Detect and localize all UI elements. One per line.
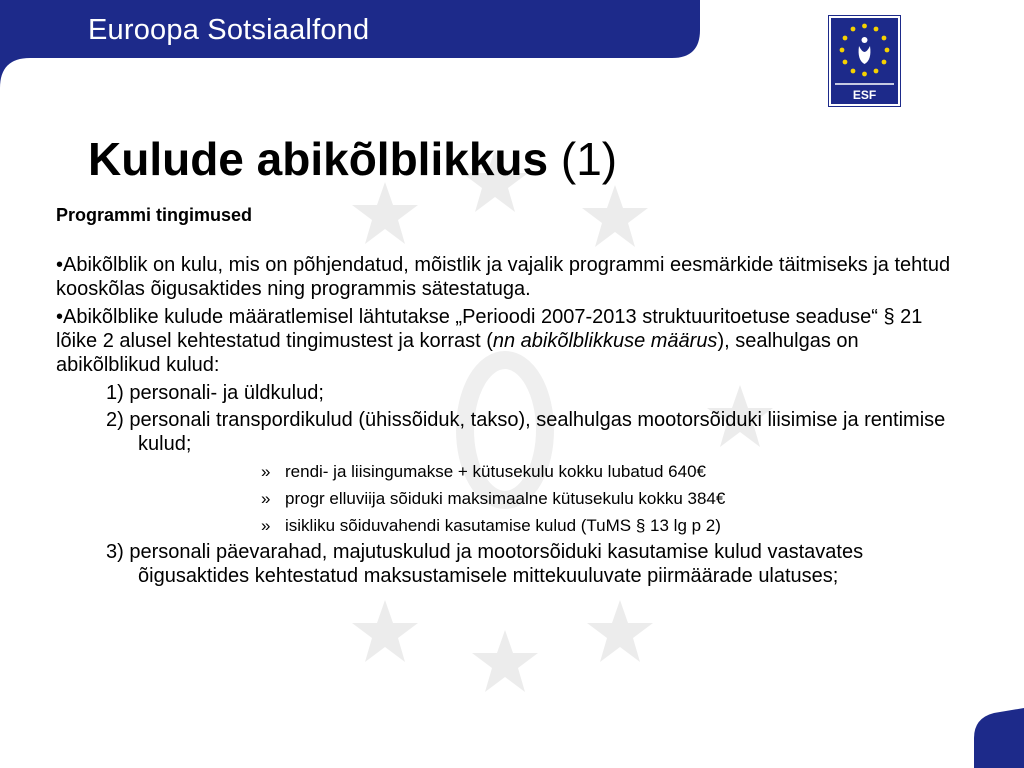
sub-item-text: isikliku sõiduvahendi kasutamise kulud (TuMS § 13 lg p 2) (285, 516, 721, 535)
bullet-regulation-text: •Abikõlblike kulude määratlemisel lähtutakse „Perioodi 2007-2013 struktuuritoetuse seaduse“ § 21 lõike 2 alusel kehtestatud tingimustest ja korrast ( (56, 306, 923, 352)
sub-item-text: rendi- ja liisingumakse + kütusekulu kokku lubatud 640€ (285, 462, 706, 481)
bullet-regulation (56, 305, 956, 377)
sub-item (261, 461, 956, 483)
esf-logo (829, 16, 900, 106)
corner-decoration (974, 708, 1024, 768)
sub-item (261, 488, 956, 510)
header-title: Euroopa Sotsiaalfond (88, 14, 370, 46)
watermark-star (587, 600, 653, 662)
sub-item-marker: » (261, 489, 271, 508)
list-item-1: 1) personali- ja üldkulud; (106, 382, 324, 404)
watermark-star (352, 600, 418, 662)
watermark-star (472, 630, 538, 692)
slide-title-number: (1) (560, 133, 618, 185)
eu-stars-icon (831, 18, 898, 88)
sub-item-marker: » (261, 516, 271, 535)
slide-title (88, 132, 617, 186)
slide-title-main: Kulude abikõlblikkus (88, 133, 549, 185)
sub-item-text: progr elluviija sõiduki maksimaalne kütusekulu kokku 384€ (285, 489, 726, 508)
slide-content (56, 203, 956, 588)
logo-label: ESF (852, 88, 877, 102)
section-heading: Programmi tingimused (56, 205, 253, 225)
sub-item-marker: » (261, 462, 271, 481)
bullet-regulation-end: ), sealhulgas on abikõlblikud kulud: (56, 330, 859, 376)
list-item-3: 3) personali päevarahad, majutuskulud ja mootorsõiduki kasutamise kulud vastavates õigusaktides kehtestatud maksustamisele mittekuuluvate piirmäärade ulatuses; (106, 541, 864, 587)
bullet-regulation-italic: nn abikõlblikkuse määrus (492, 330, 718, 352)
list-item-2: 2) personali transpordikulud (ühissõiduk, takso), sealhulgas mootorsõiduki liisimise ja rentimise kulud; (106, 409, 946, 455)
bullet-eligible-cost: •Abikõlblik on kulu, mis on põhjendatud, mõistlik ja vajalik programmi eesmärkide täitmiseks ja tehtud kooskõlas õigusaktides ning programmis sätestatuga. (56, 254, 951, 300)
sub-item (261, 515, 956, 537)
